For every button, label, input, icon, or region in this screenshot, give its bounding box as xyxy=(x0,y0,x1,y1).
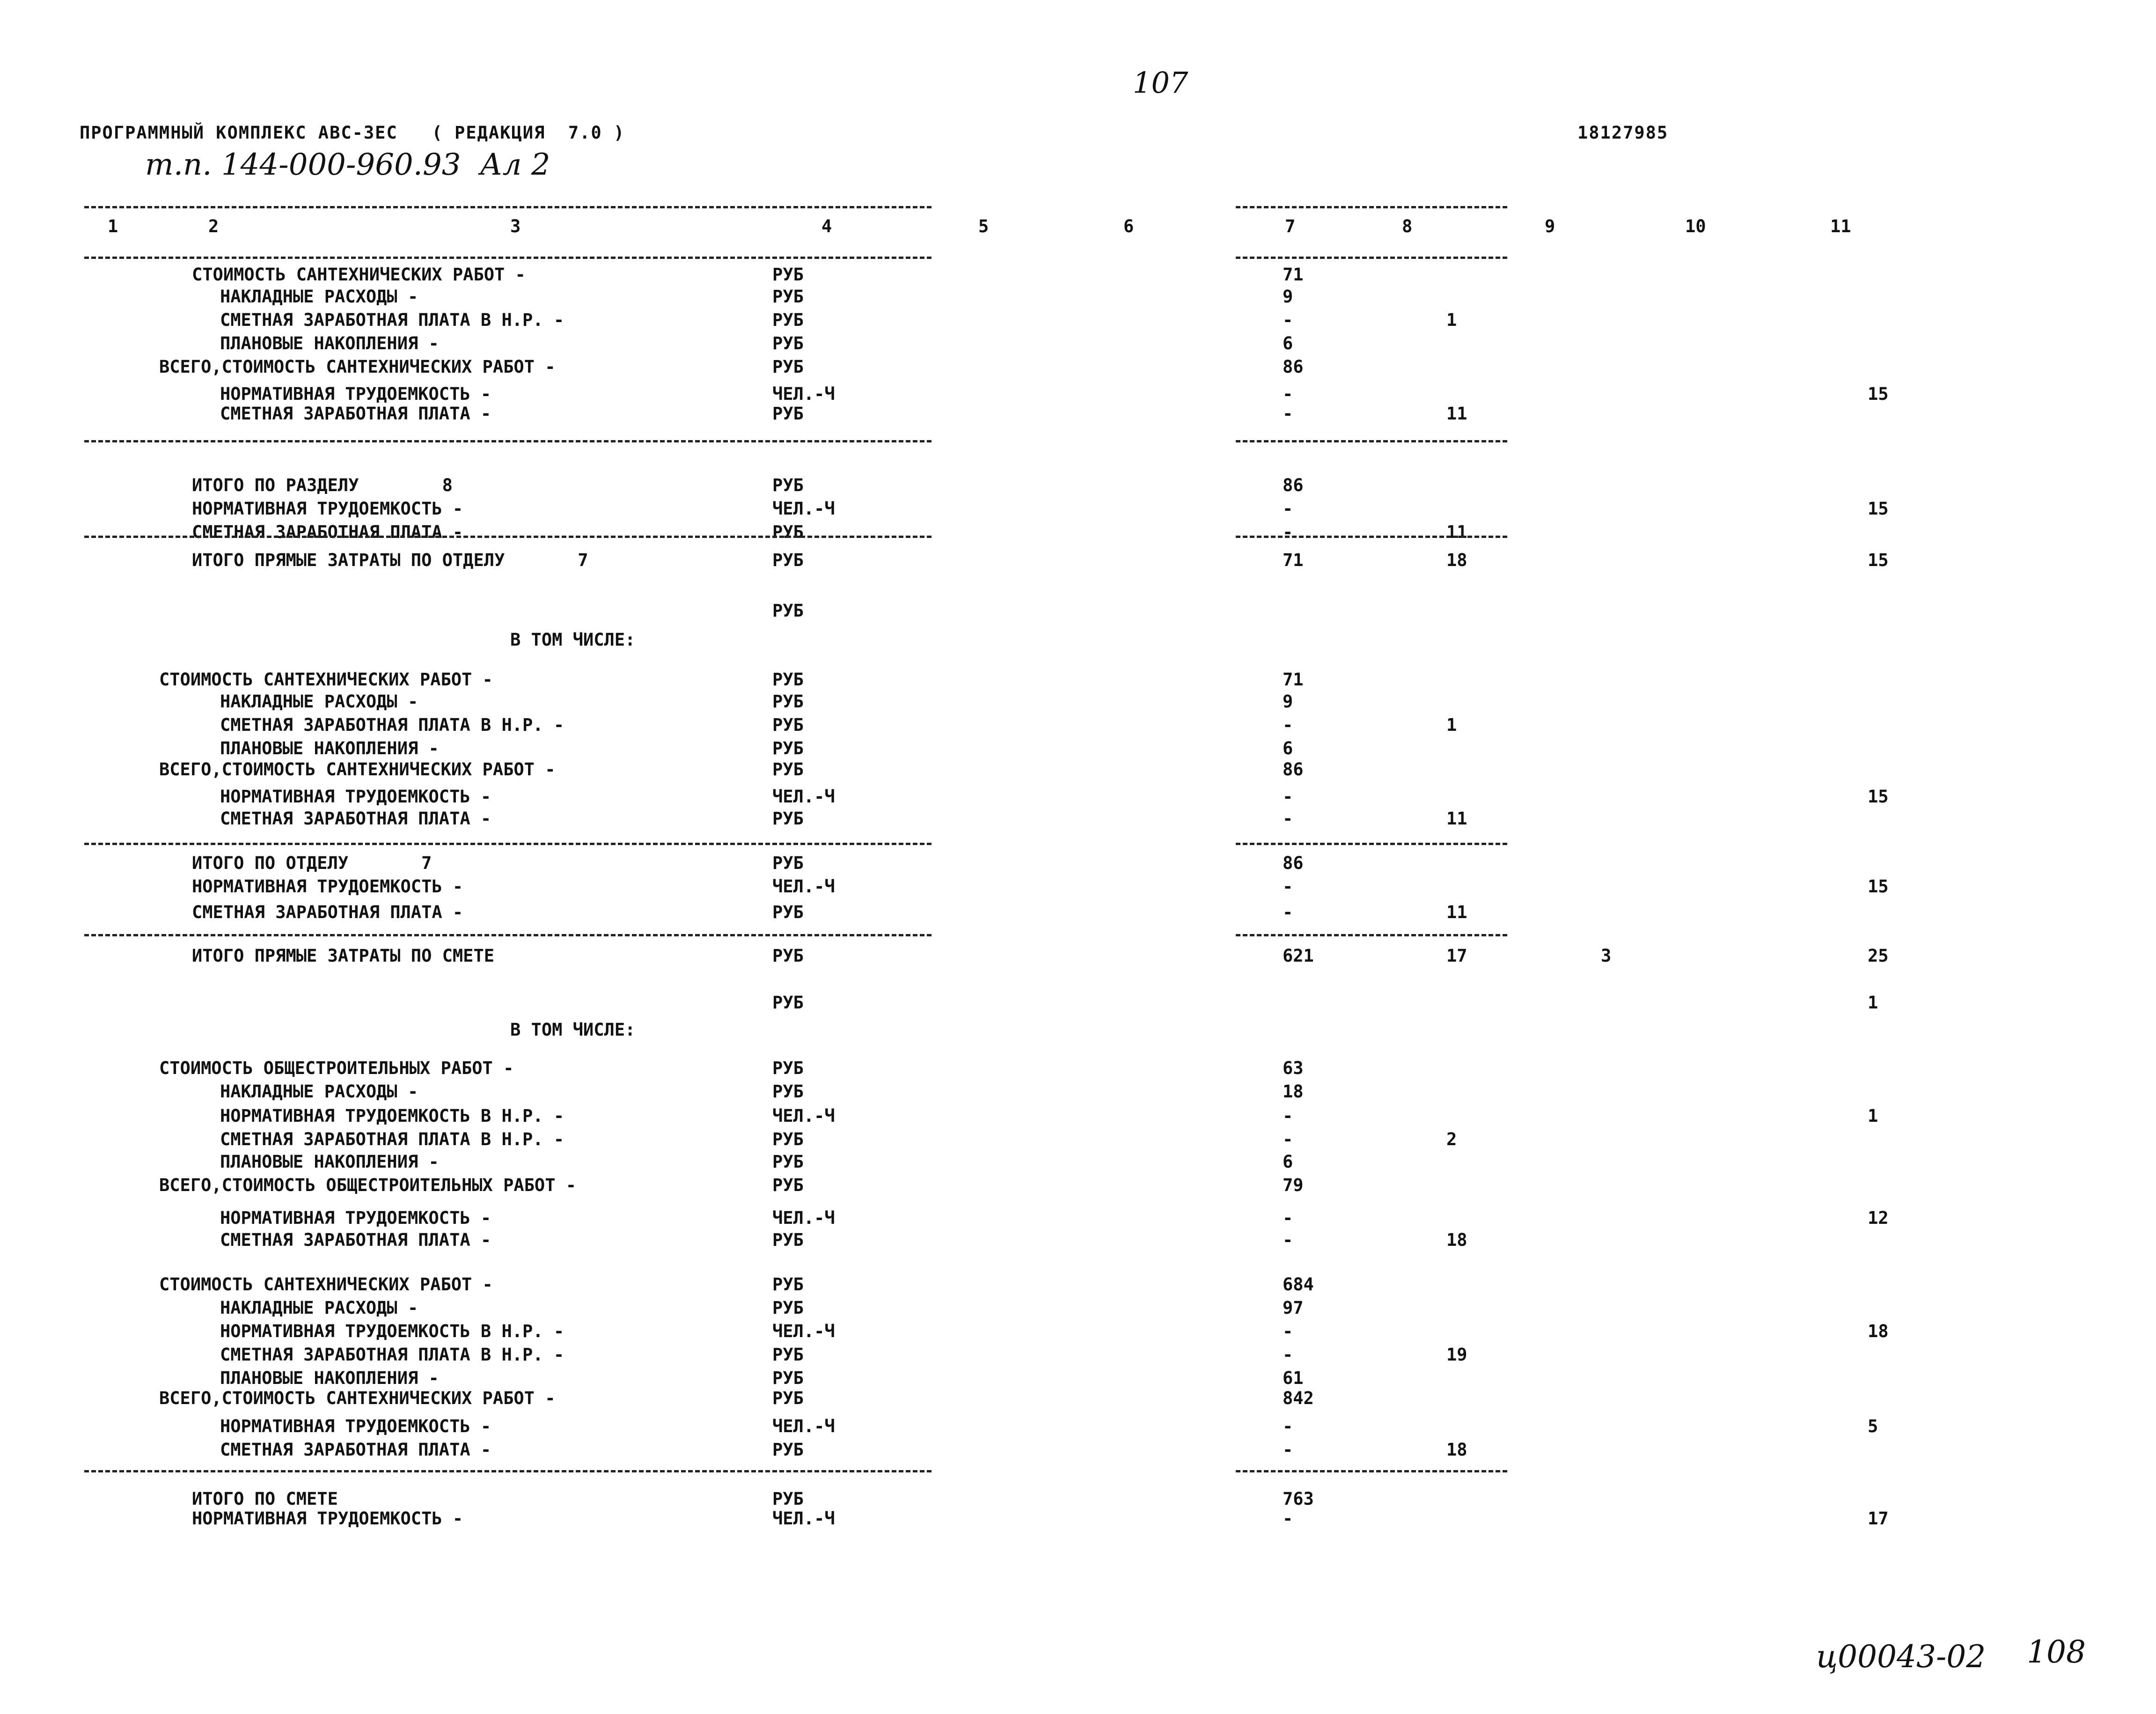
row-label: ИТОГО ПО СМЕТЕ xyxy=(192,1489,338,1509)
table-row xyxy=(0,738,2156,762)
row-col-7: - xyxy=(1283,809,1293,829)
row-label: НАКЛАДНЫЕ РАСХОДЫ - xyxy=(220,287,418,307)
row-col-11: 15 xyxy=(1868,384,1889,404)
row-label: ИТОГО ПО РАЗДЕЛУ 8 xyxy=(192,475,453,495)
row-label: НОРМАТИВНАЯ ТРУДОЕМКОСТЬ - xyxy=(192,499,463,519)
table-row xyxy=(0,1230,2156,1253)
row-col-11: 12 xyxy=(1868,1208,1889,1228)
row-unit: РУБ xyxy=(772,1081,804,1102)
row-label: СМЕТНАЯ ЗАРАБОТНАЯ ПЛАТА В Н.Р. - xyxy=(220,1129,565,1149)
section-rule-right xyxy=(1236,1470,1507,1472)
row-unit: РУБ xyxy=(772,550,804,570)
row-unit: РУБ xyxy=(772,1230,804,1250)
row-col-7: 621 xyxy=(1283,946,1314,966)
table-row xyxy=(0,787,2156,810)
row-col-11: 15 xyxy=(1868,876,1889,897)
row-label: В ТОМ ЧИСЛЕ: xyxy=(510,630,636,650)
row-col-7: - xyxy=(1283,310,1293,330)
footer-document-code: ц00043-02 xyxy=(1816,1639,1986,1675)
row-unit: ЧЕЛ.-Ч xyxy=(772,384,835,404)
row-col-11: 15 xyxy=(1868,499,1889,519)
row-unit: РУБ xyxy=(772,333,804,353)
row-col-7: - xyxy=(1283,902,1293,922)
row-col-7: 6 xyxy=(1283,738,1293,758)
row-label: НОРМАТИВНАЯ ТРУДОЕМКОСТЬ - xyxy=(220,1416,491,1436)
section-rule-right xyxy=(1236,536,1507,538)
table-row xyxy=(0,1020,2156,1043)
col-3: 3 xyxy=(510,216,521,236)
row-col-7: - xyxy=(1283,787,1293,807)
table-row xyxy=(0,550,2156,574)
table-row xyxy=(0,759,2156,783)
table-row xyxy=(0,357,2156,380)
row-label: СМЕТНАЯ ЗАРАБОТНАЯ ПЛАТА - xyxy=(220,404,491,424)
row-unit: РУБ xyxy=(772,1152,804,1172)
row-col-7: - xyxy=(1283,384,1293,404)
row-unit: РУБ xyxy=(772,1440,804,1460)
table-row xyxy=(0,1129,2156,1153)
row-col-7: 61 xyxy=(1283,1368,1304,1388)
row-label: НОРМАТИВНАЯ ТРУДОЕМКОСТЬ - xyxy=(192,1508,463,1529)
table-row xyxy=(0,853,2156,876)
table-row xyxy=(0,715,2156,738)
row-col-11: 5 xyxy=(1868,1416,1878,1436)
table-row xyxy=(0,1208,2156,1231)
row-unit: РУБ xyxy=(772,691,804,712)
program-header: ПРОГРАММНЫЙ КОМПЛЕКС АВС-ЗЕС ( РЕДАКЦИЯ 7.0 ) xyxy=(80,123,625,143)
row-col-11: 15 xyxy=(1868,787,1889,807)
row-label: ИТОГО ПРЯМЫЕ ЗАТРАТЫ ПО ОТДЕЛУ 7 xyxy=(192,550,588,570)
table-row xyxy=(0,946,2156,969)
col-11: 11 xyxy=(1830,216,1851,236)
row-unit: РУБ xyxy=(772,715,804,735)
row-col-11: 25 xyxy=(1868,946,1889,966)
row-unit: РУБ xyxy=(772,310,804,330)
row-label: СМЕТНАЯ ЗАРАБОТНАЯ ПЛАТА В Н.Р. - xyxy=(220,1345,565,1365)
row-label: СМЕТНАЯ ЗАРАБОТНАЯ ПЛАТА - xyxy=(220,1440,491,1460)
row-col-7: - xyxy=(1283,1106,1293,1126)
footer-page-number: 108 xyxy=(2027,1634,2086,1670)
table-row xyxy=(0,993,2156,1016)
table-row xyxy=(0,1440,2156,1463)
row-label: НОРМАТИВНАЯ ТРУДОЕМКОСТЬ - xyxy=(220,1208,491,1228)
row-col-7: 86 xyxy=(1283,357,1304,377)
table-row xyxy=(0,1345,2156,1368)
row-unit: ЧЕЛ.-Ч xyxy=(772,787,835,807)
column-header xyxy=(0,216,2156,240)
header-rule-bottom xyxy=(84,257,931,259)
table-row xyxy=(0,1152,2156,1175)
section-rule-right xyxy=(1236,843,1507,845)
table-row xyxy=(0,1106,2156,1129)
row-col-7: 97 xyxy=(1283,1298,1304,1318)
row-col-7: 6 xyxy=(1283,1152,1293,1172)
row-unit: РУБ xyxy=(772,1058,804,1078)
row-col-7: - xyxy=(1283,715,1293,735)
row-label: ВСЕГО,СТОИМОСТЬ ОБЩЕСТРОИТЕЛЬНЫХ РАБОТ - xyxy=(159,1175,577,1195)
header-rule-top-right xyxy=(1236,206,1507,208)
row-col-7: - xyxy=(1283,499,1293,519)
row-col-7: 71 xyxy=(1283,669,1304,690)
row-label: НОРМАТИВНАЯ ТРУДОЕМКОСТЬ - xyxy=(192,876,463,897)
row-unit: ЧЕЛ.-Ч xyxy=(772,1208,835,1228)
row-unit: ЧЕЛ.-Ч xyxy=(772,876,835,897)
header-rule-bottom-right xyxy=(1236,257,1507,259)
row-col-7: 842 xyxy=(1283,1388,1314,1408)
row-unit: РУБ xyxy=(772,1298,804,1318)
row-unit: ЧЕЛ.-Ч xyxy=(772,1416,835,1436)
table-row xyxy=(0,691,2156,715)
row-label: ИТОГО ПРЯМЫЕ ЗАТРАТЫ ПО СМЕТЕ xyxy=(192,946,495,966)
row-label: СМЕТНАЯ ЗАРАБОТНАЯ ПЛАТА - xyxy=(220,1230,491,1250)
row-col-11: 17 xyxy=(1868,1508,1889,1529)
row-col-11: 1 xyxy=(1868,993,1878,1013)
row-col-7: - xyxy=(1283,1440,1293,1460)
row-col-8: 18 xyxy=(1446,1440,1467,1460)
col-2: 2 xyxy=(208,216,219,236)
row-label: СМЕТНАЯ ЗАРАБОТНАЯ ПЛАТА - xyxy=(220,809,491,829)
row-unit: РУБ xyxy=(772,1345,804,1365)
table-row xyxy=(0,601,2156,624)
row-col-7: - xyxy=(1283,404,1293,424)
section-rule xyxy=(84,536,931,538)
row-col-11: 18 xyxy=(1868,1321,1889,1341)
row-col-11: 15 xyxy=(1868,550,1889,570)
row-label: СМЕТНАЯ ЗАРАБОТНАЯ ПЛАТА В Н.Р. - xyxy=(220,310,565,330)
table-row xyxy=(0,1058,2156,1081)
row-col-7: 71 xyxy=(1283,550,1304,570)
table-row xyxy=(0,1175,2156,1199)
row-col-7: 63 xyxy=(1283,1058,1304,1078)
section-rule xyxy=(84,934,931,936)
row-label: НОРМАТИВНАЯ ТРУДОЕМКОСТЬ В Н.Р. - xyxy=(220,1321,565,1341)
section-rule xyxy=(84,843,931,845)
table-row xyxy=(0,1298,2156,1321)
section-rule xyxy=(84,440,931,442)
row-unit: РУБ xyxy=(772,1489,804,1509)
row-unit: ЧЕЛ.-Ч xyxy=(772,1321,835,1341)
row-label: СМЕТНАЯ ЗАРАБОТНАЯ ПЛАТА В Н.Р. - xyxy=(220,715,565,735)
table-row xyxy=(0,333,2156,357)
row-unit: РУБ xyxy=(772,287,804,307)
section-rule-right xyxy=(1236,440,1507,442)
row-col-7: - xyxy=(1283,1208,1293,1228)
row-label: СМЕТНАЯ ЗАРАБОТНАЯ ПЛАТА - xyxy=(192,522,463,542)
row-label: ВСЕГО,СТОИМОСТЬ САНТЕХНИЧЕСКИХ РАБОТ - xyxy=(159,1388,556,1408)
row-label: СТОИМОСТЬ ОБЩЕСТРОИТЕЛЬНЫХ РАБОТ - xyxy=(159,1058,514,1078)
row-label: НАКЛАДНЫЕ РАСХОДЫ - xyxy=(220,1081,418,1102)
row-col-7: - xyxy=(1283,1416,1293,1436)
col-6: 6 xyxy=(1123,216,1134,236)
row-col-7: - xyxy=(1283,876,1293,897)
row-unit: РУБ xyxy=(772,902,804,922)
row-col-8: 2 xyxy=(1446,1129,1457,1149)
row-unit: РУБ xyxy=(772,522,804,542)
row-col-8: 18 xyxy=(1446,550,1467,570)
row-col-7: 763 xyxy=(1283,1489,1314,1509)
row-label: НОРМАТИВНАЯ ТРУДОЕМКОСТЬ - xyxy=(220,384,491,404)
row-unit: ЧЕЛ.-Ч xyxy=(772,1106,835,1126)
row-col-7: - xyxy=(1283,1345,1293,1365)
row-unit: РУБ xyxy=(772,1129,804,1149)
row-label: ВСЕГО,СТОИМОСТЬ САНТЕХНИЧЕСКИХ РАБОТ - xyxy=(159,759,556,780)
row-label: ПЛАНОВЫЕ НАКОПЛЕНИЯ - xyxy=(220,333,439,353)
table-row xyxy=(0,404,2156,427)
table-row xyxy=(0,522,2156,545)
row-unit: РУБ xyxy=(772,809,804,829)
table-row xyxy=(0,265,2156,288)
table-row xyxy=(0,310,2156,333)
row-unit: РУБ xyxy=(772,357,804,377)
table-row xyxy=(0,809,2156,832)
row-label: ПЛАНОВЫЕ НАКОПЛЕНИЯ - xyxy=(220,738,439,758)
row-col-7: 86 xyxy=(1283,475,1304,495)
row-unit: РУБ xyxy=(772,265,804,285)
row-label: СТОИМОСТЬ САНТЕХНИЧЕСКИХ РАБОТ - xyxy=(192,265,526,285)
row-label: НАКЛАДНЫЕ РАСХОДЫ - xyxy=(220,1298,418,1318)
table-row xyxy=(0,1416,2156,1440)
row-unit: РУБ xyxy=(772,669,804,690)
row-unit: ЧЕЛ.-Ч xyxy=(772,499,835,519)
row-label: ВСЕГО,СТОИМОСТЬ САНТЕХНИЧЕСКИХ РАБОТ - xyxy=(159,357,556,377)
col-8: 8 xyxy=(1402,216,1413,236)
row-col-7: 71 xyxy=(1283,265,1304,285)
table-row xyxy=(0,1321,2156,1345)
row-label: СТОИМОСТЬ САНТЕХНИЧЕСКИХ РАБОТ - xyxy=(159,1274,493,1295)
col-5: 5 xyxy=(978,216,989,236)
section-rule xyxy=(84,1470,931,1472)
col-1: 1 xyxy=(108,216,118,236)
row-col-8: 11 xyxy=(1446,902,1467,922)
row-col-9: 3 xyxy=(1601,946,1612,966)
row-unit: РУБ xyxy=(772,853,804,873)
row-col-11: 1 xyxy=(1868,1106,1878,1126)
row-col-7: - xyxy=(1283,1321,1293,1341)
row-col-7: 18 xyxy=(1283,1081,1304,1102)
row-label: ИТОГО ПО ОТДЕЛУ 7 xyxy=(192,853,432,873)
row-unit: РУБ xyxy=(772,1368,804,1388)
document-code: 18127985 xyxy=(1577,123,1669,143)
row-col-7: 9 xyxy=(1283,287,1293,307)
row-col-8: 1 xyxy=(1446,310,1457,330)
row-unit: РУБ xyxy=(772,759,804,780)
row-label: ПЛАНОВЫЕ НАКОПЛЕНИЯ - xyxy=(220,1152,439,1172)
row-col-7: 86 xyxy=(1283,853,1304,873)
row-label: НОРМАТИВНАЯ ТРУДОЕМКОСТЬ В Н.Р. - xyxy=(220,1106,565,1126)
row-unit: РУБ xyxy=(772,1274,804,1295)
row-unit: ЧЕЛ.-Ч xyxy=(772,1508,835,1529)
page-number-top: 107 xyxy=(1133,66,1188,100)
row-unit: РУБ xyxy=(772,993,804,1013)
row-unit: РУБ xyxy=(772,404,804,424)
row-label: НОРМАТИВНАЯ ТРУДОЕМКОСТЬ - xyxy=(220,787,491,807)
table-row xyxy=(0,669,2156,693)
row-unit: РУБ xyxy=(772,475,804,495)
table-row xyxy=(0,630,2156,653)
table-row xyxy=(0,1508,2156,1532)
row-col-8: 1 xyxy=(1446,715,1457,735)
row-label: СТОИМОСТЬ САНТЕХНИЧЕСКИХ РАБОТ - xyxy=(159,669,493,690)
row-col-7: 86 xyxy=(1283,759,1304,780)
table-row xyxy=(0,876,2156,900)
table-row xyxy=(0,499,2156,522)
row-label: НАКЛАДНЫЕ РАСХОДЫ - xyxy=(220,691,418,712)
row-unit: РУБ xyxy=(772,946,804,966)
row-col-7: 9 xyxy=(1283,691,1293,712)
table-row xyxy=(0,1388,2156,1412)
row-col-7: - xyxy=(1283,1129,1293,1149)
row-col-7: - xyxy=(1283,1508,1293,1529)
row-label: СМЕТНАЯ ЗАРАБОТНАЯ ПЛАТА - xyxy=(192,902,463,922)
row-col-8: 11 xyxy=(1446,522,1467,542)
row-unit: РУБ xyxy=(772,738,804,758)
row-col-7: 79 xyxy=(1283,1175,1304,1195)
row-unit: РУБ xyxy=(772,601,804,621)
row-label: В ТОМ ЧИСЛЕ: xyxy=(510,1020,636,1040)
section-rule-right xyxy=(1236,934,1507,936)
table-row xyxy=(0,1081,2156,1105)
row-col-7: 6 xyxy=(1283,333,1293,353)
row-label: ПЛАНОВЫЕ НАКОПЛЕНИЯ - xyxy=(220,1368,439,1388)
row-unit: РУБ xyxy=(772,1388,804,1408)
table-row xyxy=(0,902,2156,926)
table-row xyxy=(0,287,2156,310)
col-9: 9 xyxy=(1545,216,1555,236)
col-4: 4 xyxy=(821,216,832,236)
row-col-7: - xyxy=(1283,1230,1293,1250)
header-rule-top xyxy=(84,206,931,208)
table-row xyxy=(0,1274,2156,1298)
row-col-7: 684 xyxy=(1283,1274,1314,1295)
table-row xyxy=(0,475,2156,499)
row-col-8: 11 xyxy=(1446,809,1467,829)
row-col-8: 18 xyxy=(1446,1230,1467,1250)
handwritten-reference: т.п. 144-000-960.93 Ал 2 xyxy=(145,147,550,182)
row-col-7: - xyxy=(1283,522,1293,542)
col-7: 7 xyxy=(1285,216,1296,236)
col-10: 10 xyxy=(1685,216,1706,236)
row-col-8: 17 xyxy=(1446,946,1467,966)
row-col-8: 11 xyxy=(1446,404,1467,424)
row-unit: РУБ xyxy=(772,1175,804,1195)
row-col-8: 19 xyxy=(1446,1345,1467,1365)
